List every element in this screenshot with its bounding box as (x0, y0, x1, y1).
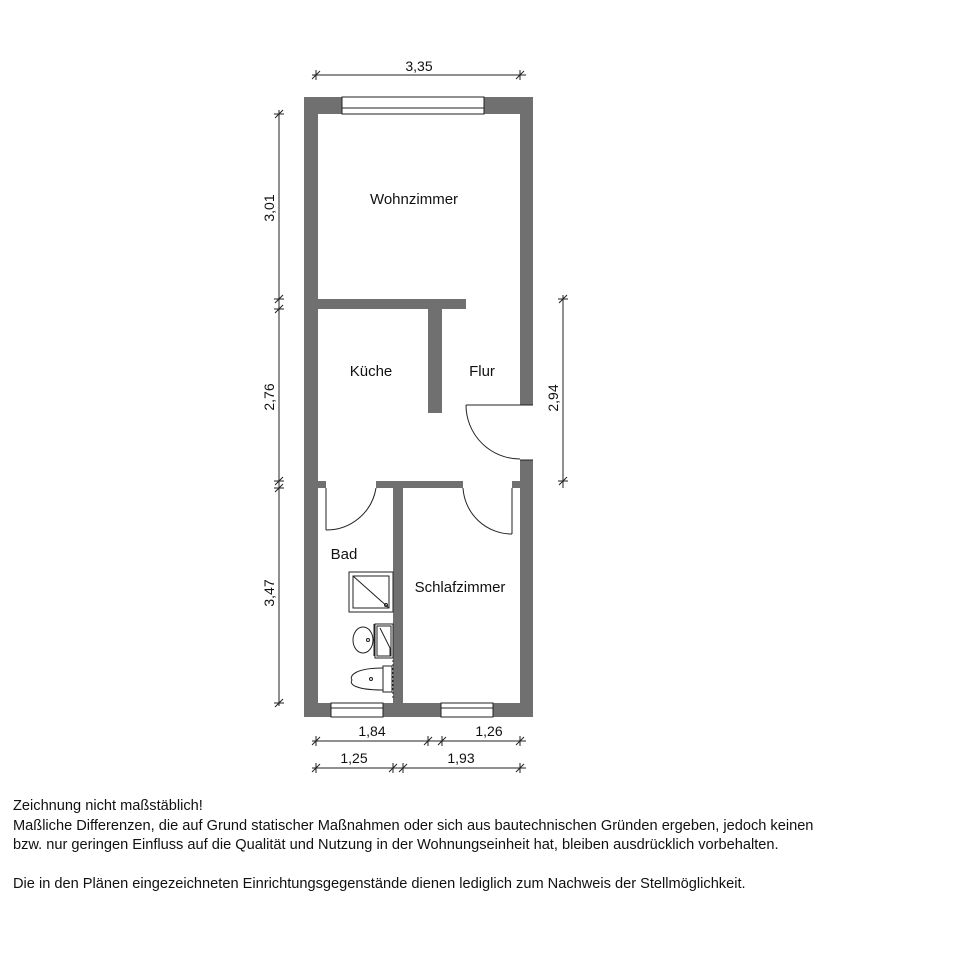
doors (326, 405, 520, 534)
room-label-wohnzimmer: Wohnzimmer (369, 191, 459, 208)
dim-bottom-bad: 1,84 (358, 723, 386, 739)
outer-wall (304, 97, 533, 717)
note-line-2: Maßliche Differenzen, die auf Grund statischer Maßnahmen oder sich aus bautechnischen Gründen ergeben, jedoch keinen (13, 817, 814, 834)
disclaimer-notes (13, 797, 948, 895)
dim-bottom-right: 1,93 (447, 750, 475, 766)
wall-bath-right (512, 481, 520, 488)
toilet-icon (351, 666, 392, 692)
windows (331, 97, 493, 717)
entrance-opening (520, 405, 533, 460)
dim-left-kitchen: 2,76 (261, 383, 277, 411)
wall-bath-bedroom (393, 481, 403, 703)
note-line-4: Die in den Plänen eingezeichneten Einrichtungsgegenstände dienen lediglich zum Nachweis der Stellmöglichkeit. (13, 876, 746, 892)
window-living (342, 97, 484, 114)
room-label-schlafzimmer: Schlafzimmer (414, 579, 506, 596)
door-entrance (466, 405, 520, 459)
dim-top-width: 3,35 (405, 58, 433, 74)
wall-kitchen-flur (428, 299, 442, 413)
sink-icon (353, 624, 374, 656)
door-bedroom (463, 488, 512, 534)
wall-bath-mid (376, 481, 463, 488)
dim-bottom-left: 1,25 (340, 750, 368, 766)
room-labels (331, 191, 506, 596)
dim-left-living: 3,01 (261, 194, 277, 222)
room-label-bad: Bad (330, 546, 358, 563)
dim-bottom-bedroom: 1,26 (475, 723, 503, 739)
cabinet-icon (375, 624, 393, 658)
note-line-1: Zeichnung nicht maßstäblich! (13, 798, 203, 814)
dim-left-bedroom: 3,47 (261, 579, 277, 607)
bath-fixtures (349, 572, 393, 700)
wall-living-kitchen (318, 299, 466, 309)
walls (304, 97, 533, 717)
window-bath (331, 703, 383, 717)
window-bedroom (441, 703, 493, 717)
dim-right-flur: 2,94 (545, 384, 561, 412)
shower-icon (349, 572, 393, 612)
note-line-3: bzw. nur geringen Einfluss auf die Qualität und Nutzung in der Wohnungseinheit hat, bleiben ausdrücklich vorbehalten. (13, 837, 779, 853)
room-label-kueche: Küche (349, 363, 393, 380)
room-label-flur: Flur (469, 363, 495, 380)
wall-bath-left (318, 481, 326, 488)
door-bath (326, 488, 376, 530)
